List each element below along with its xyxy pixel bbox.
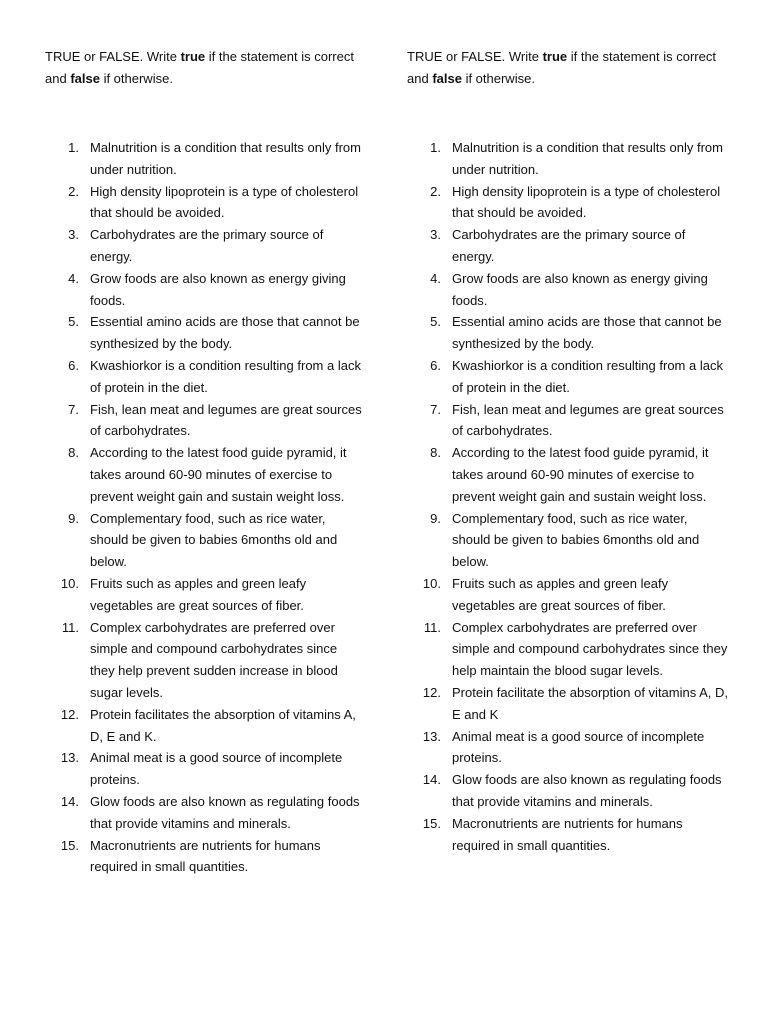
item-text: Protein facilitates the absorption of vitamins A, D, E and K. <box>90 706 356 744</box>
instructions-text: TRUE or FALSE. Write <box>45 49 181 64</box>
right-worksheet-column <box>407 46 729 856</box>
item-number: 8. <box>430 445 441 461</box>
statement-item <box>407 726 729 770</box>
statement-item <box>407 573 729 617</box>
item-text: Fish, lean meat and legumes are great sources of carbohydrates. <box>452 401 724 439</box>
item-text: Glow foods are also known as regulating foods that provide vitamins and minerals. <box>452 772 722 809</box>
item-text: Glow foods are also known as regulating foods that provide vitamins and minerals. <box>90 793 360 831</box>
item-number: 13. <box>422 728 441 744</box>
item-text: Essential amino acids are those that cannot be synthesized by the body. <box>90 314 360 352</box>
item-number: 3. <box>68 227 79 243</box>
item-number: 5. <box>68 314 79 330</box>
statement-item <box>45 442 365 507</box>
instructions-text: if otherwise. <box>461 70 535 86</box>
item-number: 14. <box>422 772 441 788</box>
item-number: 1. <box>68 140 79 155</box>
item-text: Essential amino acids are those that cannot be synthesized by the body. <box>452 314 722 352</box>
item-text: Complementary food, such as rice water, should be given to babies 6months old and below. <box>452 510 700 570</box>
statement-item <box>45 573 365 617</box>
statement-list <box>407 137 729 856</box>
item-number: 15. <box>60 837 79 853</box>
instructions-text: if the statement is correct and <box>45 49 354 86</box>
item-text: Kwashiorkor is a condition resulting from a lack of protein in the diet. <box>90 357 361 395</box>
item-number: 14. <box>60 793 79 809</box>
item-text: Grow foods are also known as energy giving foods. <box>452 270 708 308</box>
instructions-bold-true: true <box>542 49 568 64</box>
item-number: 6. <box>430 357 441 373</box>
item-number: 5. <box>430 314 441 330</box>
statement-item <box>45 704 365 748</box>
item-number: 4. <box>68 270 79 286</box>
item-text: Animal meat is a good source of incomplete proteins. <box>90 750 343 788</box>
item-text: According to the latest food guide pyramid, it takes around 60-90 minutes of exercise to prevent weight gain and sustain weight loss. <box>90 445 347 504</box>
item-number: 4. <box>430 270 441 286</box>
item-text: Fruits such as apples and green leafy vegetables are great sources of fiber. <box>90 575 307 613</box>
item-number: 11. <box>61 619 79 635</box>
item-number: 10. <box>60 575 79 591</box>
item-text: Macronutrients are nutrients for humans required in small quantities. <box>90 837 321 875</box>
statement-item <box>407 137 729 181</box>
statement-item <box>45 137 365 181</box>
left-worksheet-column <box>45 46 365 878</box>
item-number: 6. <box>68 357 79 373</box>
item-text: Malnutrition is a condition that results only from under nutrition. <box>452 140 723 177</box>
item-number: 9. <box>430 510 441 526</box>
item-text: Complementary food, such as rice water, should be given to babies 6months old and below. <box>90 510 338 570</box>
statement-item <box>45 181 365 225</box>
item-text: Carbohydrates are the primary source of energy. <box>90 227 324 264</box>
item-text: Complex carbohydrates are preferred over simple and compound carbohydrates since they help prevent sudden increase in blood sugar levels. <box>90 619 338 700</box>
statement-item <box>407 508 729 573</box>
item-number: 3. <box>430 227 441 243</box>
item-number: 10. <box>422 575 441 591</box>
instructions-bold-false: false <box>70 70 100 86</box>
item-text: Kwashiorkor is a condition resulting from a lack of protein in the diet. <box>452 357 723 395</box>
statement-item <box>45 399 365 443</box>
statement-item <box>45 311 365 355</box>
statement-item <box>407 311 729 355</box>
statement-item <box>45 617 365 704</box>
item-number: 11. <box>423 619 441 635</box>
statement-item <box>407 224 729 268</box>
item-text: Fruits such as apples and green leafy vegetables are great sources of fiber. <box>452 575 669 613</box>
instructions-bold-true: true <box>180 49 206 64</box>
item-number: 7. <box>68 401 79 417</box>
statement-item <box>45 508 365 573</box>
statement-item <box>407 355 729 399</box>
statement-item <box>407 268 729 312</box>
item-number: 1. <box>430 140 441 155</box>
statement-item <box>407 617 729 682</box>
item-text: Protein facilitate the absorption of vitamins A, D, E and K <box>452 684 729 722</box>
item-text: Grow foods are also known as energy giving foods. <box>90 270 346 308</box>
item-text: Carbohydrates are the primary source of energy. <box>452 227 686 264</box>
statement-list <box>45 137 365 878</box>
item-text: Complex carbohydrates are preferred over simple and compound carbohydrates since they help maintain the blood sugar levels. <box>452 619 728 679</box>
item-number: 8. <box>68 445 79 461</box>
statement-item <box>407 769 729 813</box>
statement-item <box>407 682 729 726</box>
statement-item <box>407 442 729 507</box>
statement-item <box>45 268 365 312</box>
item-text: According to the latest food guide pyramid, it takes around 60-90 minutes of exercise to prevent weight gain and sustain weight loss. <box>452 445 709 504</box>
item-number: 7. <box>430 401 441 417</box>
item-text: High density lipoprotein is a type of cholesterol that should be avoided. <box>452 183 721 221</box>
instructions-text: TRUE or FALSE. Write <box>407 49 543 64</box>
item-number: 12. <box>422 684 441 700</box>
statement-item <box>407 399 729 443</box>
item-number: 2. <box>430 183 441 199</box>
item-number: 15. <box>422 815 441 831</box>
item-text: Macronutrients are nutrients for humans required in small quantities. <box>452 815 683 853</box>
instructions-bold-false: false <box>432 70 462 86</box>
statement-item <box>45 355 365 399</box>
statement-item <box>45 835 365 879</box>
item-text: Malnutrition is a condition that results only from under nutrition. <box>90 140 361 177</box>
instructions-text: if otherwise. <box>99 70 173 86</box>
item-text: Animal meat is a good source of incomplete proteins. <box>452 728 705 766</box>
item-text: High density lipoprotein is a type of cholesterol that should be avoided. <box>90 183 359 221</box>
item-number: 9. <box>68 510 79 526</box>
instructions <box>407 46 729 89</box>
item-number: 2. <box>68 183 79 199</box>
statement-item <box>45 747 365 791</box>
item-number: 12. <box>60 706 79 722</box>
item-text: Fish, lean meat and legumes are great sources of carbohydrates. <box>90 401 362 439</box>
statement-item <box>407 181 729 225</box>
statement-item <box>407 813 729 857</box>
statement-item <box>45 791 365 835</box>
item-number: 13. <box>60 750 79 766</box>
instructions <box>45 46 365 89</box>
statement-item <box>45 224 365 268</box>
instructions-text: if the statement is correct and <box>407 49 716 86</box>
